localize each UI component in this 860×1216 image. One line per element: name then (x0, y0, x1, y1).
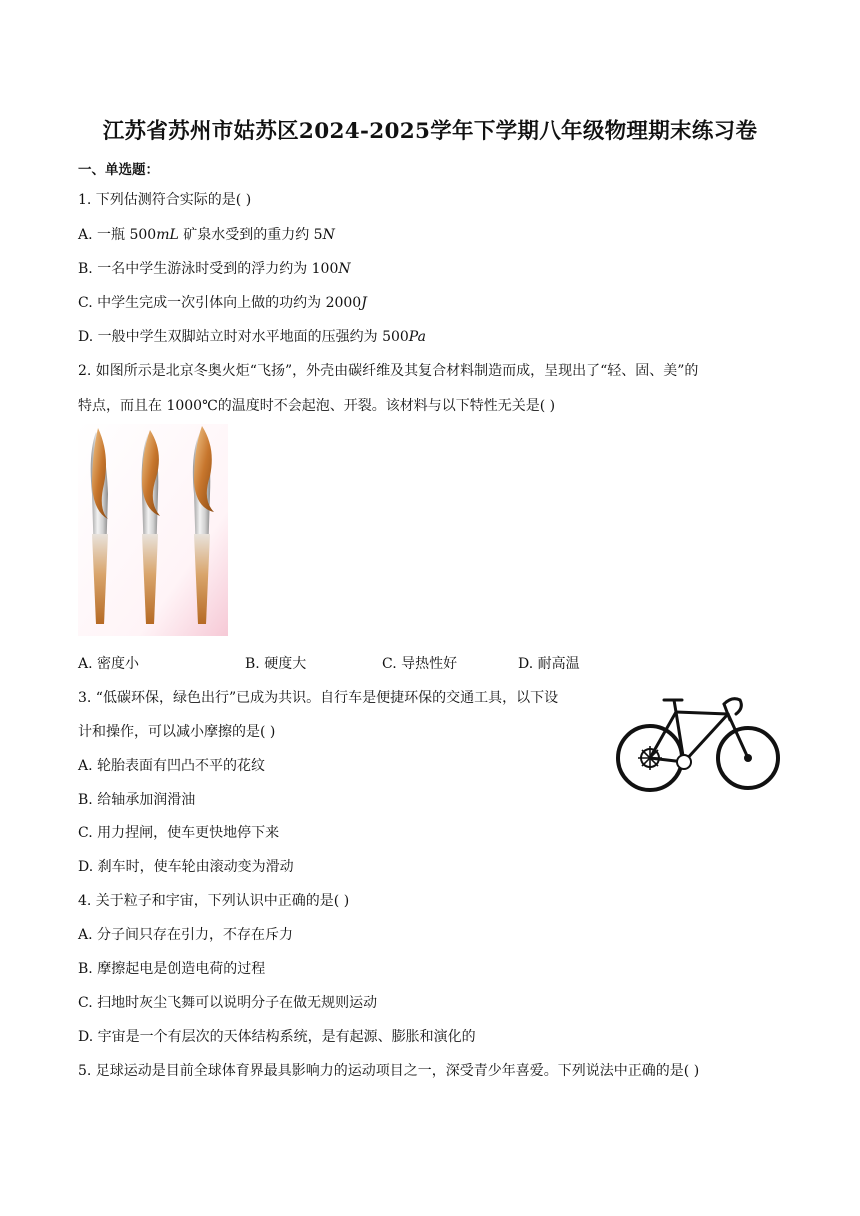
question-4-stem: 4. 关于粒子和宇宙，下列认识中正确的是( ) (78, 893, 350, 909)
unit-n: N (322, 227, 335, 243)
unit-n: N (338, 261, 351, 277)
torch-illustration (78, 424, 228, 636)
page-title: 江苏省苏州市姑苏区2024-2025学年下学期八年级物理期末练习卷 (102, 119, 758, 144)
option-d-text: D. 一般中学生双脚站立时对水平地面的压强约为 500 (78, 329, 409, 345)
unit-pa: Pa (408, 329, 426, 345)
question-5-stem: 5. 足球运动是目前全球体育界最具影响力的运动项目之一，深受青少年喜爱。下列说法中正确的是( ) (78, 1063, 700, 1079)
question-4-option-b: B. 摩擦起电是创造电荷的过程 (78, 961, 266, 977)
unit-j: J (361, 295, 367, 311)
question-2-option-b: B. 硬度大 (245, 656, 307, 672)
question-2-option-c: C. 导热性好 (382, 656, 458, 672)
option-a-text-mid: 矿泉水受到的重力约 5 (178, 227, 323, 243)
question-3-stem-line-2: 计和操作，可以减小摩擦的是( ) (78, 724, 276, 740)
question-4-option-a: A. 分子间只存在引力，不存在斥力 (78, 927, 294, 943)
torch-image (78, 424, 228, 636)
question-1-option-d (78, 326, 426, 346)
option-a-text: A. 一瓶 500 (78, 227, 157, 243)
question-3-stem-line-1: 3. “低碳环保，绿色出行”已成为共识。自行车是便捷环保的交通工具，以下设 (78, 690, 559, 706)
question-2-option-a: A. 密度小 (78, 656, 140, 672)
section-heading: 一、单选题： (78, 162, 159, 178)
question-2-option-d: D. 耐高温 (518, 656, 580, 672)
question-3-option-c: C. 用力捏闸，使车更快地停下来 (78, 825, 280, 841)
question-1-option-c (78, 292, 367, 312)
option-b-text: B. 一名中学生游泳时受到的浮力约为 100 (78, 261, 339, 277)
question-2-stem-line-1: 2. 如图所示是北京冬奥火炬“飞扬”，外壳由碳纤维及其复合材料制造而成，呈现出了“轻、固、美”的 (78, 363, 699, 379)
unit-ml: mL (156, 227, 179, 243)
question-3-option-a: A. 轮胎表面有凹凸不平的花纹 (78, 758, 266, 774)
question-3-option-d: D. 刹车时，使车轮由滚动变为滑动 (78, 859, 294, 875)
question-3-option-b: B. 给轴承加润滑油 (78, 792, 196, 808)
question-1-option-b (78, 258, 351, 278)
question-2-stem-line-2: 特点，而且在 1000℃的温度时不会起泡、开裂。该材料与以下特性无关是( ) (78, 398, 556, 414)
option-c-text: C. 中学生完成一次引体向上做的功约为 2000 (78, 295, 362, 311)
question-4-option-d: D. 宇宙是一个有层次的天体结构系统，是有起源、膨胀和演化的 (78, 1029, 476, 1045)
question-4-option-c: C. 扫地时灰尘飞舞可以说明分子在做无规则运动 (78, 995, 378, 1011)
question-1-option-a (78, 224, 335, 244)
question-1-stem: 1. 下列估测符合实际的是( ) (78, 192, 252, 208)
bicycle-icon (614, 686, 782, 800)
bicycle-image (614, 686, 782, 800)
